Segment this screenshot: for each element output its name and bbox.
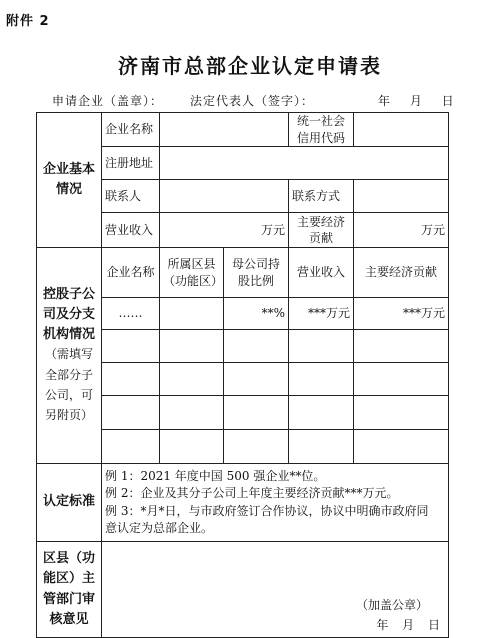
cell[interactable] xyxy=(289,430,354,464)
contact-method-field[interactable] xyxy=(354,180,449,213)
cell[interactable] xyxy=(102,396,160,430)
review-opinion-field[interactable] xyxy=(102,542,449,638)
cell[interactable] xyxy=(102,430,160,464)
form-title: 济南市总部企业认定申请表 xyxy=(118,54,382,78)
econ-unit: 万元 xyxy=(420,222,445,237)
official-seal-label: （加盖公章） xyxy=(355,597,428,612)
criteria-example-3: 例 3：*月*日，与市政府签订合作协议，协议中明确市政府同 xyxy=(105,503,429,518)
review-date: 年 月 日 xyxy=(376,617,440,632)
cell[interactable] xyxy=(224,330,289,363)
review-section: 区县（功能区）主管部门审核意见 xyxy=(37,542,102,638)
cell[interactable] xyxy=(354,330,449,363)
example-revenue[interactable]: ***万元 xyxy=(289,298,354,330)
company-name-label: 企业名称 xyxy=(102,113,160,147)
contact-method-label: 联系方式 xyxy=(289,180,354,213)
econ-contribution-field[interactable] xyxy=(354,213,449,248)
cell[interactable] xyxy=(160,396,224,430)
cell[interactable] xyxy=(160,330,224,363)
criteria-example-2: 例 2：企业及其分子公司上年度主要经济贡献***万元。 xyxy=(105,486,399,501)
header-date: 年 月 日 xyxy=(378,94,455,108)
criteria-section: 认定标准 xyxy=(37,464,102,542)
attachment-label: 附件 2 xyxy=(6,14,50,29)
cell[interactable] xyxy=(224,430,289,464)
subsidiaries-note: （需填写全部分子公司，可另附页） xyxy=(44,347,93,422)
company-name-field[interactable] xyxy=(160,113,289,147)
cell[interactable] xyxy=(354,396,449,430)
cell[interactable] xyxy=(289,330,354,363)
example-ratio[interactable]: **% xyxy=(224,298,289,330)
cell[interactable] xyxy=(224,396,289,430)
col-company-name: 企业名称 xyxy=(102,248,160,298)
cell[interactable] xyxy=(160,430,224,464)
basic-info-section: 企业基本情况 xyxy=(37,113,102,248)
address-label: 注册地址 xyxy=(102,147,160,180)
criteria-field[interactable] xyxy=(102,464,449,542)
cell[interactable] xyxy=(289,396,354,430)
example-econ[interactable]: ***万元 xyxy=(354,298,449,330)
subsidiaries-section xyxy=(37,248,102,464)
cell[interactable] xyxy=(102,330,160,363)
cell[interactable] xyxy=(102,363,160,396)
credit-code-field[interactable] xyxy=(354,113,449,147)
address-field[interactable] xyxy=(160,147,449,180)
criteria-example-3-cont: 意认定为总部企业。 xyxy=(105,521,214,536)
applicant-label: 申请企业（盖章）： xyxy=(52,94,164,108)
criteria-example-1: 例 1：2021 年度中国 500 强企业**位。 xyxy=(105,469,326,483)
example-district[interactable] xyxy=(160,298,224,330)
cell[interactable] xyxy=(354,430,449,464)
revenue-field[interactable] xyxy=(160,213,289,248)
revenue-unit: 万元 xyxy=(260,222,285,237)
cell[interactable] xyxy=(354,363,449,396)
contact-field[interactable] xyxy=(160,180,289,213)
contact-label: 联系人 xyxy=(102,180,160,213)
revenue-label: 营业收入 xyxy=(102,213,160,248)
application-form-table xyxy=(36,112,449,638)
example-name[interactable]: …… xyxy=(102,298,160,330)
col-econ-contribution: 主要经济贡献 xyxy=(354,248,449,298)
legal-rep-label: 法定代表人（签字）： xyxy=(190,94,315,108)
cell[interactable] xyxy=(224,363,289,396)
cell[interactable] xyxy=(289,363,354,396)
col-holding-ratio: 母公司持股比例 xyxy=(224,248,289,298)
col-revenue: 营业收入 xyxy=(289,248,354,298)
subsidiaries-title: 控股子公司及分支机构情况 xyxy=(42,287,95,343)
credit-code-label: 统一社会信用代码 xyxy=(289,113,354,147)
econ-contribution-label: 主要经济贡献 xyxy=(289,213,354,248)
col-district: 所属区县（功能区） xyxy=(160,248,224,298)
cell[interactable] xyxy=(160,363,224,396)
